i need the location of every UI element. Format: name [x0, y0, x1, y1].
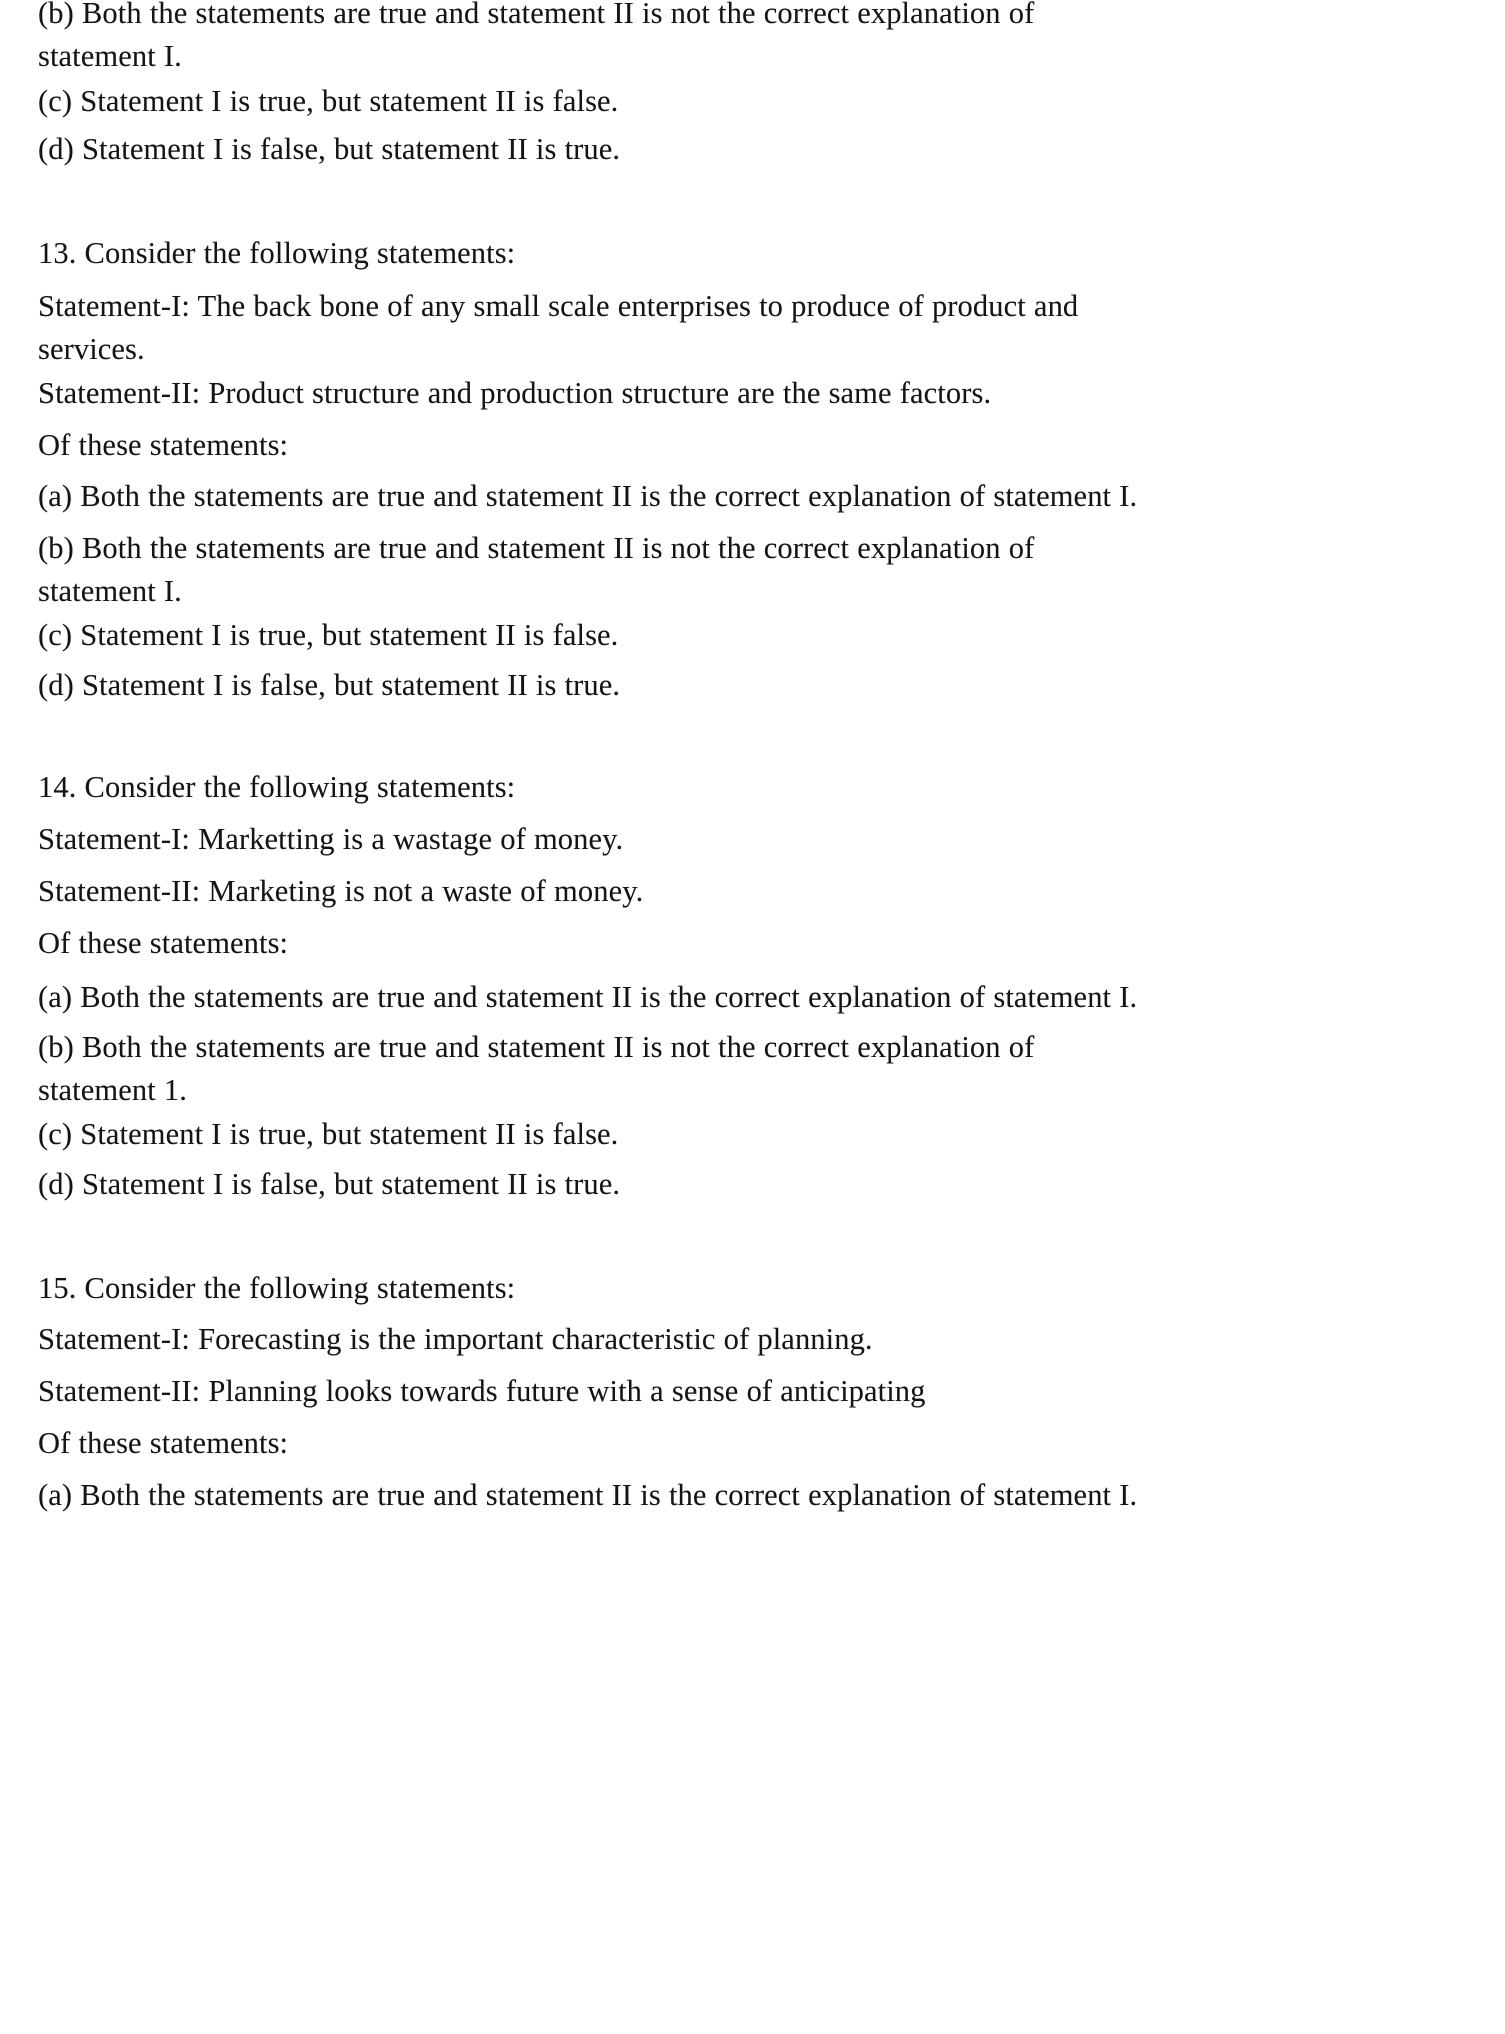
question-14-option-d[interactable] — [38, 1163, 1438, 1206]
question-15-prompt-text: Of these statements: — [38, 1426, 289, 1460]
question-14-option-b[interactable] — [38, 1026, 1438, 1112]
question-13-prompt-text: Of these statements: — [38, 428, 289, 462]
question-15-statement-2-text: Statement-II: Planning looks towards future with a sense of anticipating — [38, 1374, 926, 1408]
question-13-option-b-line1: (b) Both the statements are true and statement II is not the correct explanation of — [38, 531, 1035, 565]
question-13-statement-1-line1: Statement-I: The back bone of any small scale enterprises to produce of product and — [38, 289, 1079, 323]
question-14-option-c[interactable] — [38, 1113, 1438, 1156]
question-14-option-b-line1: (b) Both the statements are true and statement II is not the correct explanation of — [38, 1030, 1035, 1064]
top-option-b-line1: (b) Both the statements are true and statement II is not the correct explanation of — [38, 0, 1035, 30]
top-option-d — [38, 128, 1438, 171]
question-13-option-c[interactable] — [38, 614, 1438, 657]
question-13-prompt — [38, 424, 1438, 467]
top-option-c-text: (c) Statement I is true, but statement II is false. — [38, 84, 619, 118]
question-15-option-a[interactable] — [38, 1474, 1438, 1517]
question-14 — [38, 766, 1438, 809]
question-14-prompt-text: Of these statements: — [38, 926, 289, 960]
question-13-option-a-text: (a) Both the statements are true and statement II is the correct explanation of statement I. — [38, 479, 1138, 513]
question-14-statement-1 — [38, 818, 1438, 861]
question-13 — [38, 232, 1438, 275]
top-option-b-line2: statement I. — [38, 39, 182, 73]
question-13-heading: 13. Consider the following statements: — [38, 236, 516, 270]
question-15-option-a-text: (a) Both the statements are true and statement II is the correct explanation of statement I. — [38, 1478, 1138, 1512]
question-15-statement-2 — [38, 1370, 1438, 1413]
question-15 — [38, 1267, 1438, 1310]
question-14-statement-1-text: Statement-I: Marketting is a wastage of money. — [38, 822, 624, 856]
question-15-prompt — [38, 1422, 1438, 1465]
question-14-prompt — [38, 922, 1438, 965]
question-13-option-c-text: (c) Statement I is true, but statement II is false. — [38, 618, 619, 652]
question-15-statement-1-text: Statement-I: Forecasting is the important characteristic of planning. — [38, 1322, 873, 1356]
question-15-statement-1 — [38, 1318, 1438, 1361]
question-13-option-b[interactable] — [38, 527, 1438, 613]
question-14-option-a[interactable] — [38, 976, 1438, 1019]
question-14-statement-2 — [38, 870, 1438, 913]
question-13-option-a[interactable] — [38, 475, 1438, 518]
top-option-c — [38, 80, 1438, 123]
question-15-heading: 15. Consider the following statements: — [38, 1271, 516, 1305]
question-13-statement-1-line2: services. — [38, 332, 145, 366]
question-13-option-b-line2: statement I. — [38, 574, 182, 608]
question-13-statement-2 — [38, 372, 1438, 415]
top-partial-option-b — [38, 0, 1438, 78]
question-14-heading: 14. Consider the following statements: — [38, 770, 516, 804]
question-14-statement-2-text: Statement-II: Marketing is not a waste of money. — [38, 874, 644, 908]
question-13-option-d-text: (d) Statement I is false, but statement II is true. — [38, 668, 621, 702]
top-option-d-text: (d) Statement I is false, but statement II is true. — [38, 132, 621, 166]
question-14-option-a-text: (a) Both the statements are true and statement II is the correct explanation of statement I. — [38, 980, 1138, 1014]
question-13-option-d[interactable] — [38, 664, 1438, 707]
question-14-option-c-text: (c) Statement I is true, but statement II is false. — [38, 1117, 619, 1151]
question-13-statement-2-text: Statement-II: Product structure and production structure are the same factors. — [38, 376, 992, 410]
question-13-statement-1 — [38, 285, 1438, 371]
question-14-option-d-text: (d) Statement I is false, but statement II is true. — [38, 1167, 621, 1201]
question-14-option-b-line2: statement 1. — [38, 1073, 187, 1107]
